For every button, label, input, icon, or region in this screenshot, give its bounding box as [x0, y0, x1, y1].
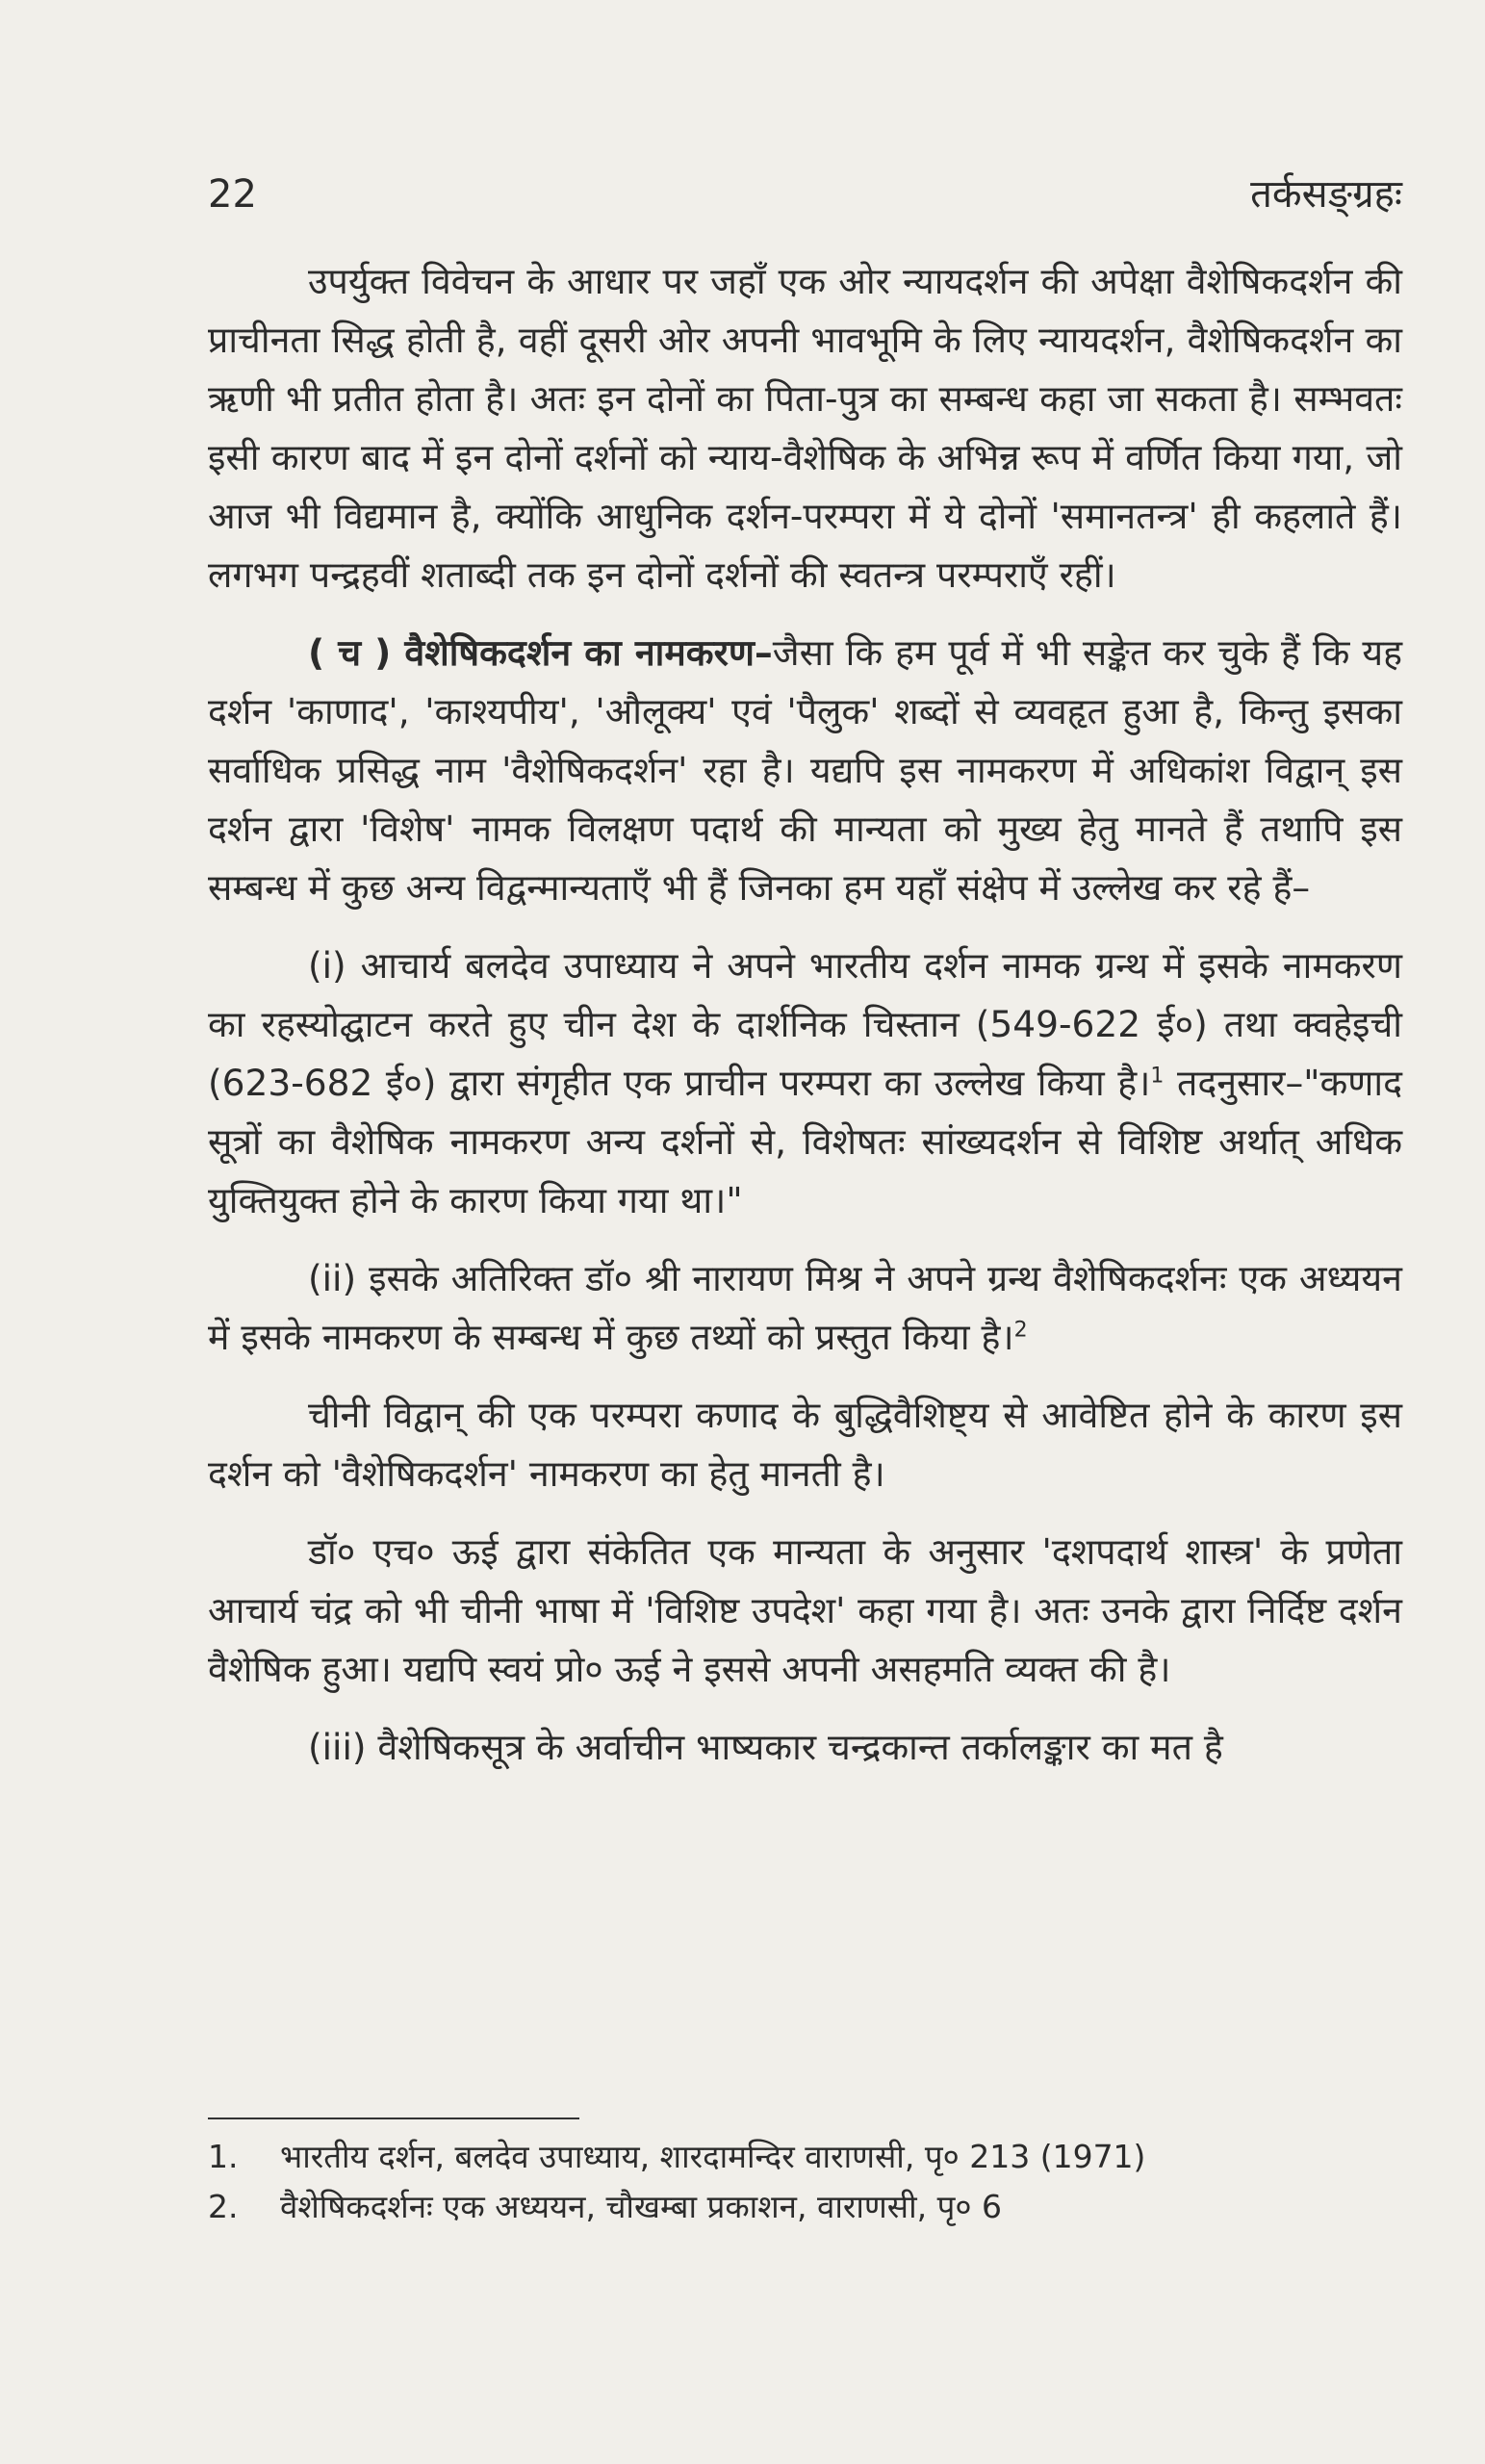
paragraph-3-text-a: (i) आचार्य बलदेव उपाध्याय ने अपने भारतीय दर्शन नामक ग्रन्थ में इसके नामकरण का रहस्योद्घाटन करते हुए चीन देश के दार्शनिक चिस्तान (549-622 ई०) तथा क्वहेइची (623-682 ई०) द्वारा संगृहीत एक प्राचीन परम्परा का उल्लेख किया है।	[208, 944, 1402, 1104]
paragraph-3	[208, 937, 1402, 1230]
paragraph-1: उपर्युक्त विवेचन के आधार पर जहाँ एक ओर न्यायदर्शन की अपेक्षा वैशेषिकदर्शन की प्राचीनता सिद्ध होती है, वहीं दूसरी ओर अपनी भावभूमि के लिए न्यायदर्शन, वैशेषिकदर्शन का ऋणी भी प्रतीत होता है। अतः इन दोनों का पिता-पुत्र का सम्बन्ध कहा जा सकता है। सम्भवतः इसी कारण बाद में इन दोनों दर्शनों को न्याय-वैशेषिक के अभिन्न रूप में वर्णित किया गया, जो आज भी विद्यमान है, क्योंकि आधुनिक दर्शन-परम्परा में ये दोनों 'समानतन्त्र' ही कहलाते हैं। लगभग पन्द्रहवीं शताब्दी तक इन दोनों दर्शनों की स्वतन्त्र परम्पराएँ रहीं।	[208, 260, 1402, 596]
paragraph-5: चीनी विद्वान् की एक परम्परा कणाद के बुद्धिवैशिष्ट्य से आवेष्टित होने के कारण इस दर्शन को 'वैशेषिकदर्शन' नामकरण का हेतु मानती है।	[208, 1394, 1402, 1495]
page-number: 22	[208, 172, 257, 217]
footnote-text: वैशेषिकदर्शनः एक अध्ययन, चौखम्बा प्रकाशन, वाराणसी, पृ० 6	[280, 2188, 1002, 2225]
body-text	[208, 252, 1402, 1796]
page-header	[208, 166, 1402, 223]
paragraph-2	[208, 624, 1402, 917]
paragraph-3-text-b: तदनुसार–"कणाद सूत्रों का वैशेषिक नामकरण अन्य दर्शनों से, विशेषतः सांख्यदर्शन से विशिष्ट अर्थात् अधिक युक्तियुक्त होने के कारण किया गया था।"	[208, 1062, 1402, 1221]
paragraph-4-text: (ii) इसके अतिरिक्त डॉ० श्री नारायण मिश्र ने अपने ग्रन्थ वैशेषिकदर्शनः एक अध्ययन में इसके नामकरण के सम्बन्ध में कुछ तथ्यों को प्रस्तुत किया है।	[208, 1257, 1402, 1358]
section-heading: ( च ) वैशेषिकदर्शन का नामकरण–	[308, 631, 773, 674]
paragraph-7: (iii) वैशेषिकसूत्र के अर्वाचीन भाष्यकार चन्द्रकान्त तर्कालङ्कार का मत है	[308, 1726, 1223, 1768]
footnote-number: 1.	[208, 2138, 239, 2175]
footnote-divider	[208, 2118, 579, 2119]
paragraph-4	[208, 1249, 1402, 1367]
footnote-text: भारतीय दर्शन, बलदेव उपाध्याय, शारदामन्दिर वाराणसी, पृ० 213 (1971)	[280, 2138, 1146, 2175]
footnote-ref-2: 2	[1013, 1318, 1028, 1343]
footnotes	[208, 2132, 1402, 2232]
footnote-ref-1: 1	[1150, 1064, 1165, 1089]
paragraph-6: डॉ० एच० ऊई द्वारा संकेतित एक मान्यता के अनुसार 'दशपदार्थ शास्त्र' के प्रणेता आचार्य चंद्र को भी चीनी भाषा में 'विशिष्ट उपदेश' कहा गया है। अतः उनके द्वारा निर्दिष्ट दर्शन वैशेषिक हुआ। यद्यपि स्वयं प्रो० ऊई ने इससे अपनी असहमति व्यक्त की है।	[208, 1530, 1402, 1690]
footnote-2	[208, 2182, 1402, 2232]
paragraph-2-text: जैसा कि हम पूर्व में भी सङ्केत कर चुके हैं कि यह दर्शन 'काणाद', 'काश्यपीय', 'औलूक्य' एवं 'पैलुक' शब्दों से व्यवहृत हुआ है, किन्तु इसका सर्वाधिक प्रसिद्ध नाम 'वैशेषिकदर्शन' रहा है। यद्यपि इस नामकरण में अधिकांश विद्वान् इस दर्शन द्वारा 'विशेष' नामक विलक्षण पदार्थ की मान्यता को मुख्य हेतु मानते हैं तथापि इस सम्बन्ध में कुछ अन्य विद्वन्मान्यताएँ भी हैं जिनका हम यहाँ संक्षेप में उल्लेख कर रहे हैं–	[208, 631, 1402, 909]
running-title: तर्कसङ्ग्रहः	[1250, 172, 1402, 217]
footnote-number: 2.	[208, 2188, 239, 2225]
footnote-1	[208, 2132, 1402, 2182]
